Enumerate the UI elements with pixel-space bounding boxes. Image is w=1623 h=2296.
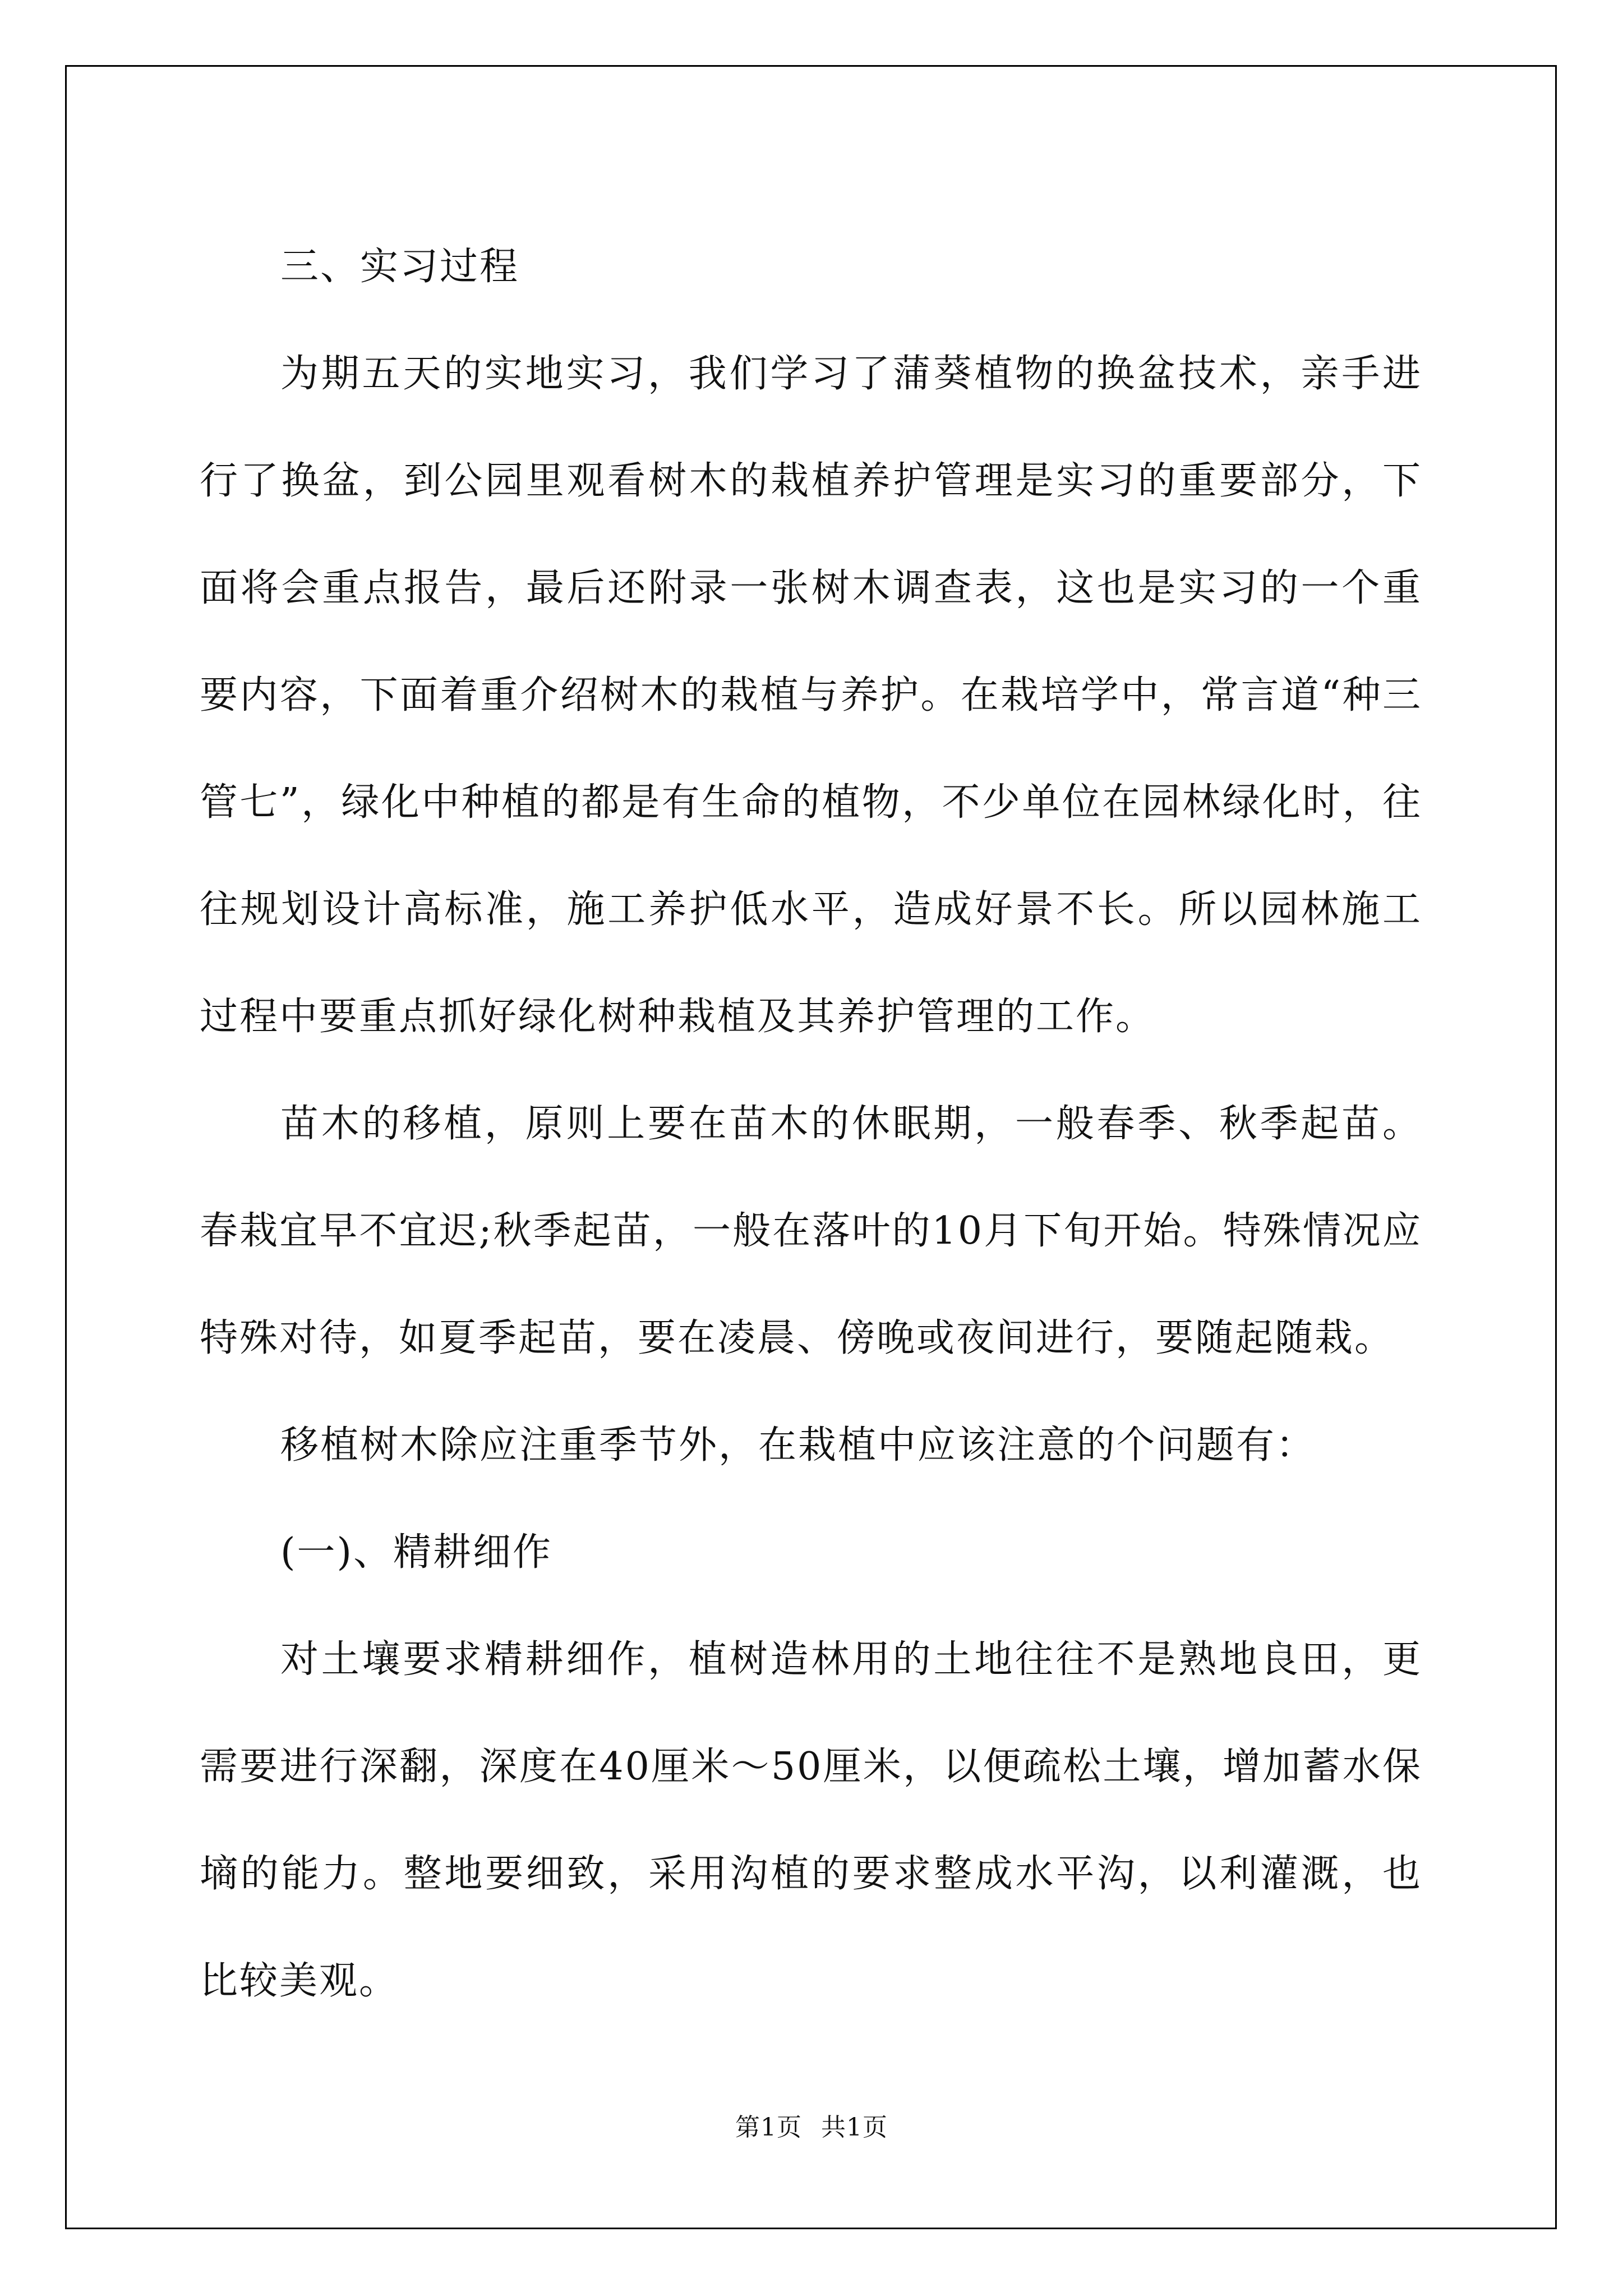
paragraph: 移植树木除应注重季节外，在栽植中应该注意的个问题有： (280, 1423, 1316, 1467)
paragraph: 对土壤要求精耕细作，植树造林用的土地往往不是熟地良田，更需要进行深翻，深度在40厘米～50厘米，以便疏松土壤，增加蓄水保墒的能力。整地要细致，采用沟植的要求整成水平沟，以利灌溉，也比较美观。 (200, 1637, 1422, 2003)
paragraph: 苗木的移植，原则上要在苗木的休眠期，一般春季、秋季起苗。春栽宜早不宜迟;秋季起苗，一般在落叶的10月下旬开始。特殊情况应特殊对待，如夏季起苗，要在凌晨、傍晚或夜间进行，要随起随栽。 (200, 1102, 1422, 1360)
paragraph: 为期五天的实地实习，我们学习了蒲葵植物的换盆技术，亲手进行了换盆，到公园里观看树木的栽植养护管理是实习的重要部分，下面将会重点报告，最后还附录一张树木调查表，这也是实习的一个重要内容，下面着重介绍树木的栽植与养护。在栽培学中，常言道“种三管七”，绿化中种植的都是有生命的植物，不少单位在园林绿化时，往往规划设计高标准，施工养护低水平，造成好景不长。所以园林施工过程中要重点抓好绿化树种栽植及其养护管理的工作。 (200, 352, 1422, 1039)
document-body (200, 213, 1422, 2035)
page-footer (0, 2107, 1623, 2143)
page-count: 共1页 (821, 2113, 888, 2142)
subsection-heading: (一)、精耕细作 (280, 1530, 553, 1575)
section-heading: 三、实习过程 (280, 245, 520, 289)
page-number: 第1页 (735, 2113, 802, 2142)
